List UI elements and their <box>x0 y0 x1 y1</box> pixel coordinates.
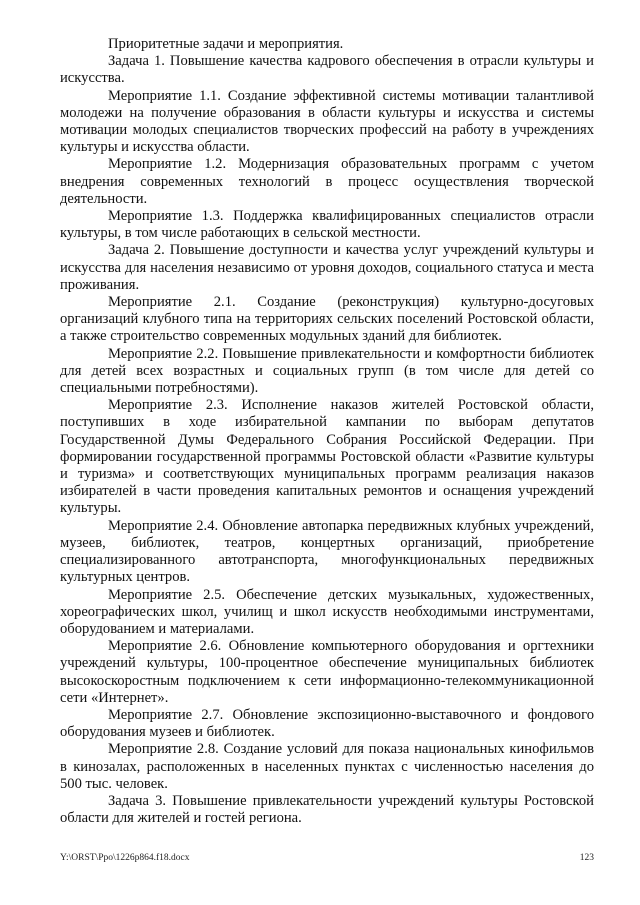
measure-2-3: Мероприятие 2.3. Исполнение наказов жителей Ростовской области, поступивших в ходе избирательной кампании по выборам депутатов Государственной Думы Федерального Собрания Российской Федерации. При формировании государственной программы Ростовской области «Развитие культуры и туризма» и соответствующих муниципальных программ реализация наказов избирателей в части проведения капитальных ремонтов и оснащения учреждений культуры. <box>60 397 594 517</box>
task-3: Задача 3. Повышение привлекательности учреждений культуры Ростовской области для жителей и гостей региона. <box>60 792 594 827</box>
measure-1-1: Мероприятие 1.1. Создание эффективной системы мотивации талантливой молодежи на получение образования в области культуры и искусства и системы мотивации молодых специалистов творческих профессий на работу в учреждениях культуры и искусства области. <box>60 87 594 156</box>
measure-2-4: Мероприятие 2.4. Обновление автопарка передвижных клубных учреждений, музеев, библиотек, театров, концертных организаций, приобретение специализированного автотранспорта, многофункциональных передвижных культурных центров. <box>60 517 594 586</box>
measure-2-2: Мероприятие 2.2. Повышение привлекательности и комфортности библиотек для детей всех возрастных и социальных групп (в том числе для детей со специальными потребностями). <box>60 345 594 397</box>
page-footer <box>60 853 594 863</box>
measure-2-6: Мероприятие 2.6. Обновление компьютерного оборудования и оргтехники учреждений культуры, 100-процентное обеспечение муниципальных библиотек высокоскоростным подключением к сети информационно-телекоммуникационной сети «Интернет». <box>60 638 594 706</box>
page-number: 123 <box>579 853 594 863</box>
file-path: Y:\ORST\Ppo\1226p864.f18.docx <box>60 853 190 863</box>
task-1: Задача 1. Повышение качества кадрового обеспечения в отрасли культуры и искусства. <box>60 53 594 87</box>
measure-2-8: Мероприятие 2.8. Создание условий для показа национальных кинофильмов в кинозалах, расположенных в населенных пунктах с численностью населения до 500 тыс. человек. <box>60 741 594 792</box>
document-body <box>60 36 594 827</box>
measure-1-2: Мероприятие 1.2. Модернизация образовательных программ с учетом внедрения современных технологий в процесс осуществления творческой деятельности. <box>60 156 594 207</box>
measure-2-7: Мероприятие 2.7. Обновление экспозиционно-выставочного и фондового оборудования музеев и библиотек. <box>60 706 594 741</box>
measure-2-1: Мероприятие 2.1. Создание (реконструкция) культурно-досуговых организаций клубного типа на территориях сельских поселений Ростовской области, а также строительство современных модульных зданий для библиотек. <box>60 294 594 345</box>
task-2: Задача 2. Повышение доступности и качества услуг учреждений культуры и искусства для населения независимо от уровня доходов, социального статуса и места проживания. <box>60 242 594 293</box>
measure-1-3: Мероприятие 1.3. Поддержка квалифицированных специалистов отрасли культуры, в том числе работающих в сельской местности. <box>60 208 594 242</box>
section-heading: Приоритетные задачи и мероприятия. <box>108 36 344 52</box>
measure-2-5: Мероприятие 2.5. Обеспечение детских музыкальных, художественных, хореографических школ, училищ и школ искусств необходимыми инструментами, оборудованием и материалами. <box>60 586 594 637</box>
